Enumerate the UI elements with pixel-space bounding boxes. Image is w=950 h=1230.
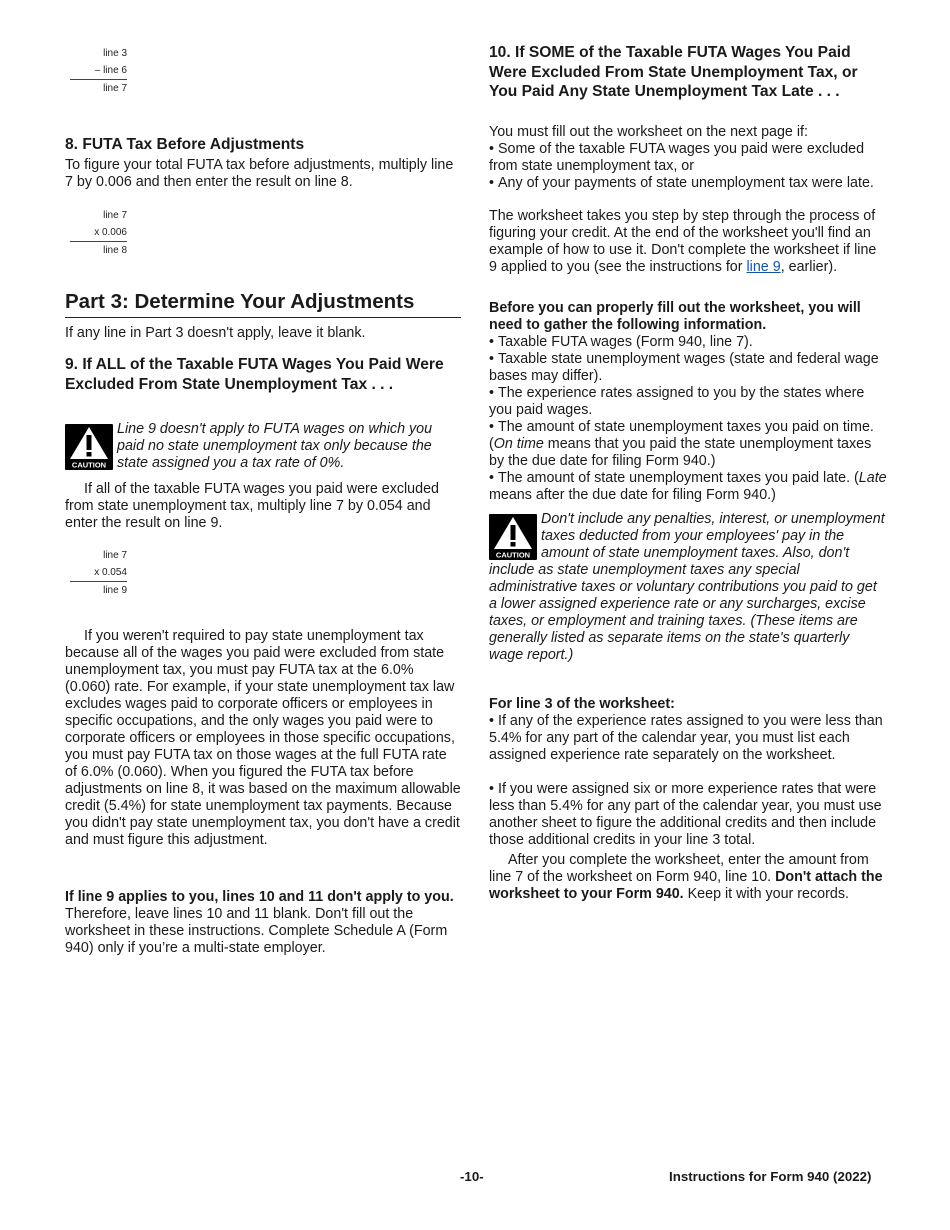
item-text: The amount of state unemployment taxes you paid late. ( [497, 470, 859, 486]
caution-text: Don't include any penalties, interest, or unemployment taxes deducted from your employees' pay in the amount of state unemployment taxes. Also, don't include as state unemployment taxes any special administrative taxes or voluntary contributions you paid to get a lower assigned experience rate or any surcharges, excise taxes, or employment and training taxes. (These items are generally listed as separate items on the state's quarterly wage report.) [489, 511, 885, 663]
caution-label: CAUTION [495, 550, 531, 560]
list-item: • Taxable FUTA wages (Form 940, line 7). [489, 334, 887, 351]
document-title: Instructions for Form 940 (2022) [669, 1169, 872, 1184]
para-text: , earlier). [780, 259, 838, 275]
line-3-heading: For line 3 of the worksheet: [489, 696, 675, 712]
list-item [489, 470, 887, 504]
calc-line: line 7 [103, 550, 127, 561]
list-item: • Some of the taxable FUTA wages you paid were excluded from state unemployment tax, or [489, 141, 887, 175]
caution-text: Line 9 doesn't apply to FUTA wages on which you paid no state unemployment tax only because the state assigned you a tax rate of 0%. [117, 421, 433, 471]
section-9-heading: 9. If ALL of the Taxable FUTA Wages You Paid Were Excluded From State Unemployment Tax . . . [65, 356, 444, 393]
list-item: • If you were assigned six or more experience rates that were less than 5.4% for any part of the calendar year, you must use another sheet to figure the additional credits and then include those additional credits in your line 3 total. [489, 781, 887, 849]
calc-line: line 3 [103, 48, 127, 59]
calc-result: line 9 [103, 585, 127, 596]
section-9-text: If all of the taxable FUTA wages you paid were excluded from state unemployment tax, multiply line 7 by 0.054 and enter the result on line 9. [65, 481, 439, 531]
gather-heading: Before you can properly fill out the worksheet, you will need to gather the following information. [489, 300, 861, 333]
item-italic: On time [493, 436, 544, 452]
calc-line: line 7 [103, 210, 127, 221]
note-rest: Therefore, leave lines 10 and 11 blank. Don't fill out the worksheet in these instructions. Complete Schedule A (Form 940) only if you’re a multi-state employer. [65, 906, 448, 956]
calc-line: – line 6 [70, 62, 127, 80]
calc-block-line8 [70, 207, 127, 259]
calc-block-line9 [70, 547, 127, 599]
part-3-header [65, 290, 461, 318]
list-item [489, 419, 887, 470]
list-item: • Any of your payments of state unemployment tax were late. [489, 175, 887, 192]
section-8-text: To figure your total FUTA tax before adjustments, multiply line 7 by 0.006 and then enter the result on line 8. [65, 157, 454, 190]
para-bold: Don't attach the worksheet to your Form 940. [489, 869, 883, 902]
item-text: means after the due date for filing Form 940.) [489, 487, 776, 503]
calc-result: line 8 [103, 245, 127, 256]
calc-line: x 0.006 [70, 224, 127, 242]
item-text: means that you paid the state unemployment taxes by the due date for filing Form 940.) [489, 436, 872, 469]
line-9-link[interactable]: line 9 [746, 259, 781, 275]
page-number: -10- [460, 1169, 484, 1184]
caution-label: CAUTION [71, 460, 107, 470]
note-bold: If line 9 applies to you, lines 10 and 11 don't apply to you. [65, 889, 454, 905]
list-item: • The experience rates assigned to you by the states where you paid wages. [489, 385, 887, 419]
section-10-intro: You must fill out the worksheet on the next page if: [489, 124, 808, 140]
item-italic: Late [858, 470, 887, 486]
part-3-heading: Part 3: Determine Your Adjustments [65, 290, 415, 313]
final-para [489, 852, 887, 903]
para-text: Keep it with your records. [683, 886, 849, 902]
caution-block [489, 511, 887, 664]
calc-block-line7 [70, 45, 127, 97]
section-9-note [65, 889, 461, 957]
para-text: After you complete the worksheet, enter the amount from line 7 of the worksheet on Form 940, line 10. [489, 852, 869, 885]
calc-result: line 7 [103, 83, 127, 94]
caution-icon [65, 424, 113, 470]
part-3-text: If any line in Part 3 doesn't apply, leave it blank. [65, 325, 366, 341]
calc-line: x 0.054 [70, 564, 127, 582]
section-9-para: If you weren't required to pay state unemployment tax because all of the wages you paid were excluded from state unemployment tax, you must pay FUTA tax at the 6.0% (0.060) rate. For example, if your state unemployment tax law excludes wages paid to corporate officers or employees in specific occupations, and the only wages you paid were to corporate officers or employees in those specific occupations, you must pay FUTA tax on those wages at the full FUTA rate of 6.0% (0.060). When you figured the FUTA tax before adjustments on line 8, it was based on the maximum allowable credit (5.4%) for state unemployment tax payments. Because you didn't pay state unemployment tax, you don't have a credit and must figure this adjustment. [65, 628, 461, 848]
section-10-heading: 10. If SOME of the Taxable FUTA Wages You Paid Were Excluded From State Unemployment Tax, or You Paid Any State Unemployment Tax Late . . . [489, 44, 858, 100]
para-text: The worksheet takes you step by step through the process of figuring your credit. At the end of the worksheet you'll find an example of how to use it. Don't complete the worksheet if line 9 applied to you (see the instructions for [489, 208, 877, 275]
item-text: The amount of state unemployment taxes you paid on time. ( [489, 419, 874, 452]
section-8-heading: 8. FUTA Tax Before Adjustments [65, 136, 305, 153]
list-item: • If any of the experience rates assigned to you were less than 5.4% for any part of the calendar year, you must list each assigned experience rate separately on the worksheet. [489, 713, 887, 764]
list-item: • Taxable state unemployment wages (state and federal wage bases may differ). [489, 351, 887, 385]
section-10-para [489, 208, 887, 276]
